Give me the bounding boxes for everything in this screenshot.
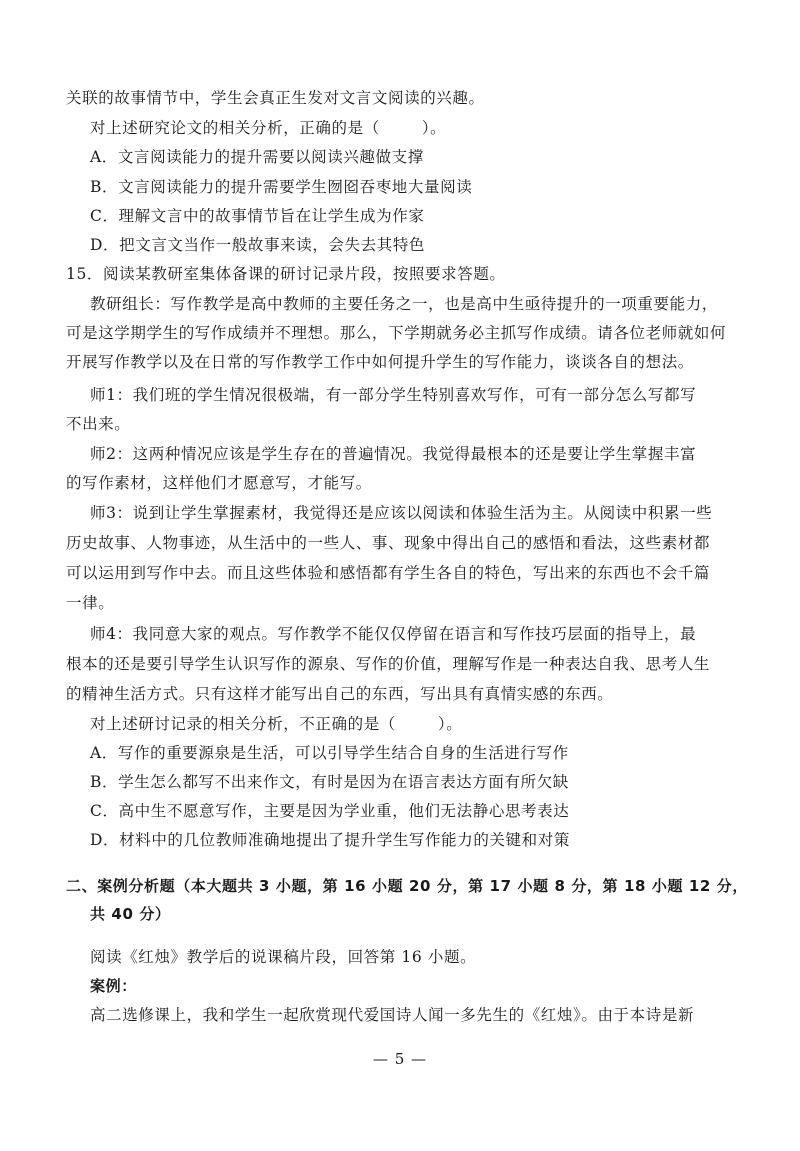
q15-p5-line1: 师4：我同意大家的观点。写作教学不能仅仅停留在语言和写作技巧层面的指导上，最 [90,625,697,643]
q14-stem-close: ）。 [421,119,447,137]
q14-stem [90,118,446,138]
case-label: 案例： [90,977,137,995]
q15-p4-line2: 历史故事、人物事迹，从生活中的一些人、事、现象中得出自己的感悟和看法，这些素材都 [66,534,711,552]
q15-option-d: D．材料中的几位教师准确地提出了提升学生写作能力的关键和对策 [90,831,570,849]
q14-option-b: B．文言阅读能力的提升需要学生囫囵吞枣地大量阅读 [90,178,473,196]
q15-p4-line1: 师3：说到让学生掌握素材，我觉得还是应该以阅读和体验生活为主。从阅读中积累一些 [90,504,713,522]
q14-stem-text: 对上述研究论文的相关分析，正确的是（ [90,119,380,137]
q15-p3-line2: 的写作素材，这样他们才愿意写，才能写。 [66,474,372,492]
q14-option-c: C．理解文言中的故事情节旨在让学生成为作家 [90,207,425,225]
q15-option-a: A．写作的重要源泉是生活，可以引导学生结合自身的生活进行写作 [90,744,569,762]
q15-option-b: B．学生怎么都写不出来作文，有时是因为在语言表达方面有所欠缺 [90,773,569,791]
q14-option-d: D．把文言文当作一般故事来读，会失去其特色 [90,236,426,254]
q15-stem-close: ）。 [437,715,463,733]
section2-heading-line2: 共 40 分） [90,905,171,923]
q15-p4-line4: 一律。 [66,594,115,612]
q15-p2-line1: 师1：我们班的学生情况很极端，有一部分学生特别喜欢写作，可有一部分怎么写都写 [90,386,697,404]
section2-intro: 阅读《红烛》教学后的说课稿片段，回答第 16 小题。 [90,948,477,966]
q15-option-c: C．高中生不愿意写作，主要是因为学业重，他们无法静心思考表达 [90,802,570,820]
q15-p3-line1: 师2：这两种情况应该是学生存在的普遍情况。我觉得最根本的还是要让学生掌握丰富 [90,445,697,463]
page-number: — 5 — [372,1050,428,1068]
q15-p1-line1: 教研组长：写作教学是高中教师的主要任务之一，也是高中生亟待提升的一项重要能力， [90,295,718,313]
q14-option-a: A．文言阅读能力的提升需要以阅读兴趣做支撑 [90,148,424,166]
q15-stem [90,714,462,734]
q15-heading: 15．阅读某教研室集体备课的研讨记录片段，按照要求答题。 [66,265,506,283]
q15-p5-line2: 根本的还是要引导学生认识写作的源泉、写作的价值，理解写作是一种表达自我、思考人生 [66,655,711,673]
q15-p1-line3: 开展写作教学以及在日常的写作教学工作中如何提升学生的写作能力，谈谈各自的想法。 [66,353,694,371]
case-line1: 高二选修课上，我和学生一起欣赏现代爱国诗人闻一多先生的《红烛》。由于本诗是新 [90,1006,695,1024]
q15-stem-text: 对上述研讨记录的相关分析，不正确的是（ [90,715,396,733]
intro-tail-line: 关联的故事情节中，学生会真正生发对文言文阅读的兴趣。 [66,89,485,107]
section2-heading-line1: 二、案例分析题（本大题共 3 小题，第 16 小题 20 分，第 17 小题 8 分，第 18 小题 12 分， [66,877,748,895]
q15-p4-line3: 可以运用到写作中去。而且这些体验和感悟都有学生各自的特色，写出来的东西也不会千篇 [66,564,711,582]
q15-p1-line2: 可是这学期学生的写作成绩并不理想。那么，下学期就务必主抓写作成绩。请各位老师就如何 [66,324,727,342]
q15-p5-line3: 的精神生活方式。只有这样才能写出自己的东西，写出具有真情实感的东西。 [66,685,614,703]
q15-p2-line2: 不出来。 [66,415,131,433]
